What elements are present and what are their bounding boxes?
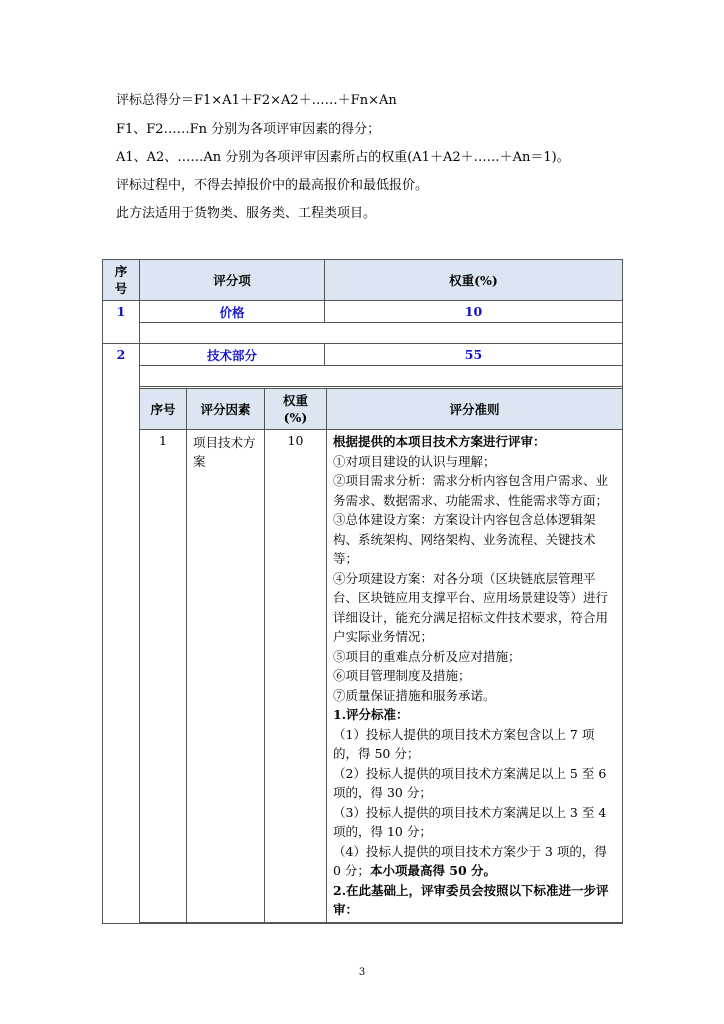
criteria-item: ④分项建设方案：对各分项（区块链底层管理平台、区块链应用支撑平台、应用场景建设等）进行详细设计，能充分满足招标文件技术要求，符合用户实际业务情况； (333, 570, 609, 644)
row-weight-price: 10 (325, 301, 623, 323)
max-score-note: 本小项最高得 50 分。 (369, 863, 497, 878)
definition-a: A1、A2、……An 分别为各项评审因素所占的权重(A1＋A2＋……＋An＝1)。 (116, 150, 570, 165)
inner-header-criteria: 评分准则 (327, 389, 623, 430)
inner-header-seq: 序号 (140, 389, 187, 430)
note-price: 评标过程中，不得去掉报价中的最高报价和最低报价。 (116, 178, 429, 193)
header-item: 评分项 (140, 260, 325, 301)
criteria-intro: 根据提供的本项目技术方案进行评审： (333, 434, 546, 449)
inner-row-weight: 10 (265, 430, 327, 923)
inner-header-factor: 评分因素 (187, 389, 265, 430)
inner-header-weight: 权重(%) (265, 389, 327, 430)
criteria-item: ①对项目建设的认识与理解； (333, 453, 496, 469)
row-item-price: 价格 (140, 301, 325, 323)
header-weight: 权重(%) (325, 260, 623, 301)
standard-heading: 1.评分标准： (333, 707, 409, 722)
criteria-item: ⑤项目的重难点分析及应对措施； (333, 648, 521, 664)
technical-scoring-table (139, 388, 623, 923)
empty-row (140, 323, 623, 344)
standard-item: （3）投标人提供的项目技术方案满足以上 3 至 4 项的，得 10 分； (333, 804, 607, 839)
standard-item: （2）投标人提供的项目技术方案满足以上 5 至 6 项的，得 30 分； (333, 765, 607, 800)
empty-row (140, 366, 623, 387)
inner-row-seq: 1 (140, 430, 187, 923)
criteria-item: ②项目需求分析：需求分析内容包含用户需求、业务需求、数据需求、功能需求、性能需求等方面； (333, 473, 609, 508)
criteria-item: ③总体建设方案：方案设计内容包含总体逻辑架构、系统架构、网络架构、业务流程、关键技术等； (333, 512, 596, 566)
criteria-item: ⑦质量保证措施和服务承诺。 (333, 687, 496, 703)
row-seq: 2 (103, 344, 140, 924)
scoring-criteria (327, 430, 623, 923)
row-seq: 1 (103, 301, 140, 344)
further-review-heading: 2.在此基础上，评审委员会按照以下标准进一步评审： (333, 882, 609, 917)
row-item-tech: 技术部分 (140, 344, 325, 366)
header-seq: 序号 (103, 260, 140, 301)
note-scope: 此方法适用于货物类、服务类、工程类项目。 (116, 206, 377, 221)
inner-row-factor: 项目技术方案 (187, 430, 265, 923)
page-number: 3 (358, 967, 366, 978)
criteria-item: ⑥项目管理制度及措施； (333, 668, 471, 683)
standard-item: （1）投标人提供的项目技术方案包含以上 7 项的，得 50 分； (333, 726, 595, 761)
formula-line: 评标总得分＝F1×A1＋F2×A2＋……＋Fn×An (116, 93, 397, 108)
standard-item: （4）投标人提供的项目技术方案少于 3 项的，得 0 分；本小项最高得 50 分。 (333, 843, 607, 878)
row-weight-tech: 55 (325, 344, 623, 366)
definition-f: F1、F2……Fn 分别为各项评审因素的得分； (116, 122, 381, 137)
